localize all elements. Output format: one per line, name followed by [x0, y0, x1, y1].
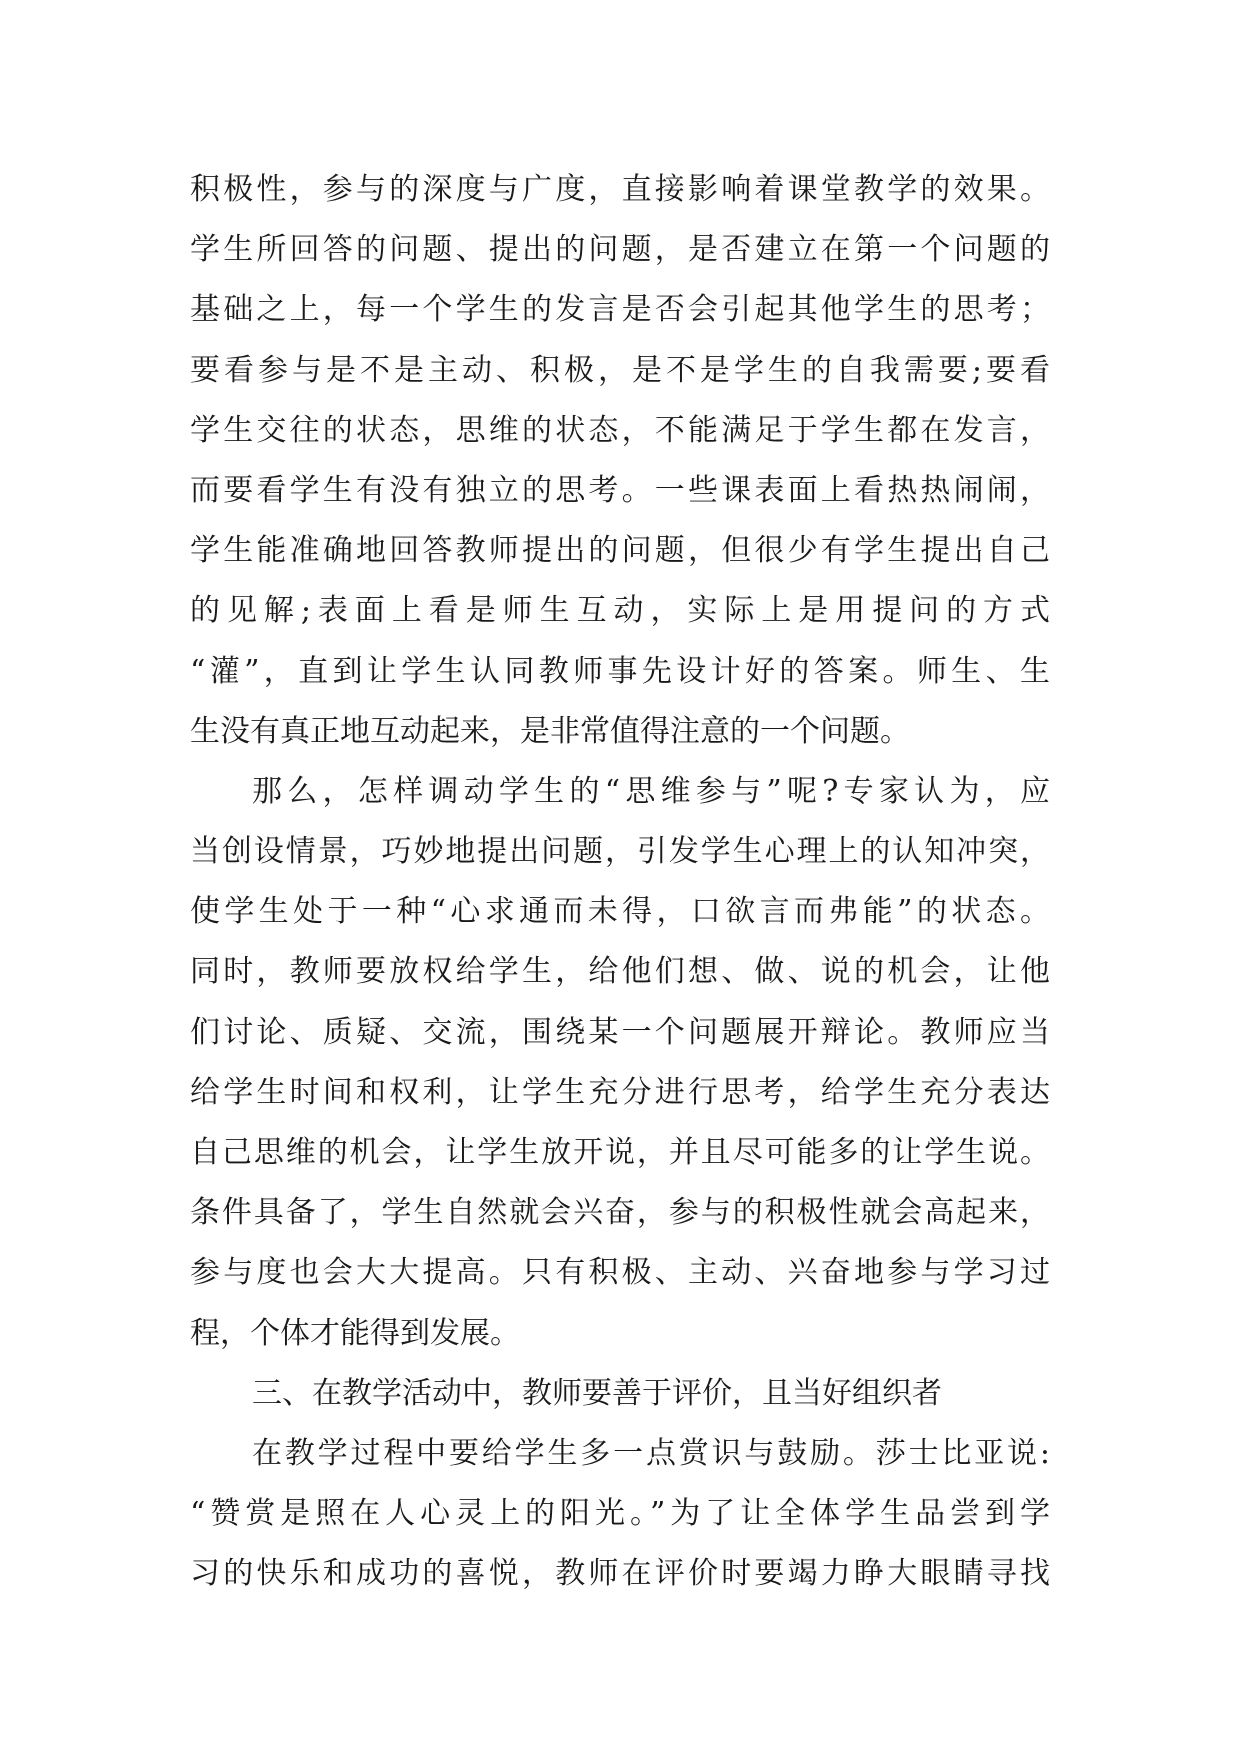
text-line: 们讨论、质疑、交流，围绕某一个问题展开辩论。教师应当 [190, 1014, 1050, 1050]
text-line: “灌”，直到让学生认同教师事先设计好的答案。师生、生 [190, 653, 1050, 689]
text-line: “赞赏是照在人心灵上的阳光。”为了让全体学生品尝到学 [190, 1496, 1050, 1532]
body-text [190, 160, 1050, 1605]
text-line: 学生所回答的问题、提出的问题，是否建立在第一个问题的 [190, 232, 1050, 268]
text-line: 而要看学生有没有独立的思考。一些课表面上看热热闹闹， [190, 472, 1050, 508]
text-line: 要看参与是不是主动、积极，是不是学生的自我需要;要看 [190, 352, 1050, 388]
text-line: 条件具备了，学生自然就会兴奋，参与的积极性就会高起来， [190, 1195, 1050, 1231]
text-line: 程，个体才能得到发展。 [190, 1315, 520, 1351]
text-line: 的见解;表面上看是师生互动，实际上是用提问的方式 [190, 593, 1050, 629]
text-line: 在教学过程中要给学生多一点赏识与鼓励。莎士比亚说: [252, 1435, 1050, 1471]
text-line: 学生交往的状态，思维的状态，不能满足于学生都在发言， [190, 412, 1050, 448]
text-line: 参与度也会大大提高。只有积极、主动、兴奋地参与学习过 [190, 1255, 1050, 1291]
text-line: 习的快乐和成功的喜悦，教师在评价时要竭力睁大眼睛寻找 [190, 1556, 1050, 1592]
text-line: 那么，怎样调动学生的“思维参与”呢?专家认为，应 [252, 773, 1050, 809]
text-line: 基础之上，每一个学生的发言是否会引起其他学生的思考； [190, 292, 1050, 328]
text-line: 积极性，参与的深度与广度，直接影响着课堂教学的效果。 [190, 172, 1050, 207]
text-line: 生没有真正地互动起来，是非常值得注意的一个问题。 [190, 713, 910, 749]
text-line: 同时，教师要放权给学生，给他们想、做、说的机会，让他 [190, 954, 1050, 990]
text-line: 使学生处于一种“心求通而未得，口欲言而弗能”的状态。 [190, 894, 1050, 930]
text-line: 学生能准确地回答教师提出的问题，但很少有学生提出自己 [190, 533, 1050, 569]
text-line: 三、在教学活动中，教师要善于评价，且当好组织者 [252, 1375, 942, 1411]
text-line: 当创设情景，巧妙地提出问题，引发学生心理上的认知冲突， [190, 834, 1050, 870]
text-line: 自己思维的机会，让学生放开说，并且尽可能多的让学生说。 [190, 1135, 1050, 1170]
text-line: 给学生时间和权利，让学生充分进行思考，给学生充分表达 [190, 1074, 1050, 1110]
